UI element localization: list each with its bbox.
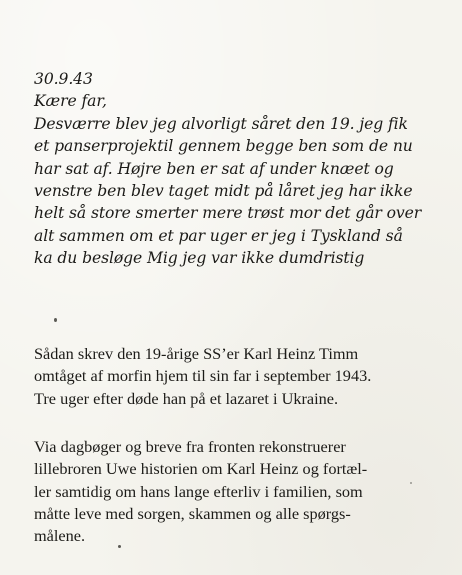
letter-line: har sat af. Højre ben er sat af under knæet og (34, 159, 394, 178)
summary-paragraph (34, 436, 454, 547)
paper-speck (54, 318, 57, 322)
letter-line: ka du besløge Mig jeg var ikke dumdristig (34, 249, 365, 268)
paragraph-line: omtåget af morfin hjem til sin far i september 1943. (34, 366, 372, 386)
letter-line: venstre ben blev taget midt på låret jeg har ikke (34, 182, 413, 201)
letter-line: alt sammen om et par uger er jeg i Tyskland så (34, 226, 403, 245)
intro-paragraph (34, 343, 454, 410)
paragraph-line: Sådan skrev den 19-årige SS’er Karl Heinz Timm (34, 344, 359, 363)
paragraph-line: Tre uger efter døde han på et lazaret i Ukraine. (34, 388, 339, 408)
paper-speck (118, 545, 121, 548)
paper-speck (410, 482, 412, 484)
paragraph-line: lillebroren Uwe historien om Karl Heinz og fortæl- (34, 459, 368, 479)
letter-line: et panserprojektil gennem begge ben som de nu (34, 137, 413, 156)
paragraph-line: målene. (34, 526, 86, 546)
letter-date: 30.9.43 (34, 70, 93, 88)
letter-line: helt så store smerter mere trøst mor det går over (34, 204, 422, 223)
letter-quote (34, 68, 454, 270)
paragraph-line: Via dagbøger og breve fra fronten rekonstruerer (34, 437, 346, 456)
paragraph-line: måtte leve med sorgen, skammen og alle spørgs- (34, 503, 351, 523)
paragraph-line: ler samtidig om hans lange efterliv i familien, som (34, 481, 363, 501)
letter-salutation: Kære far, (34, 92, 107, 111)
letter-line: Desværre blev jeg alvorligt såret den 19. jeg fik (34, 114, 408, 133)
